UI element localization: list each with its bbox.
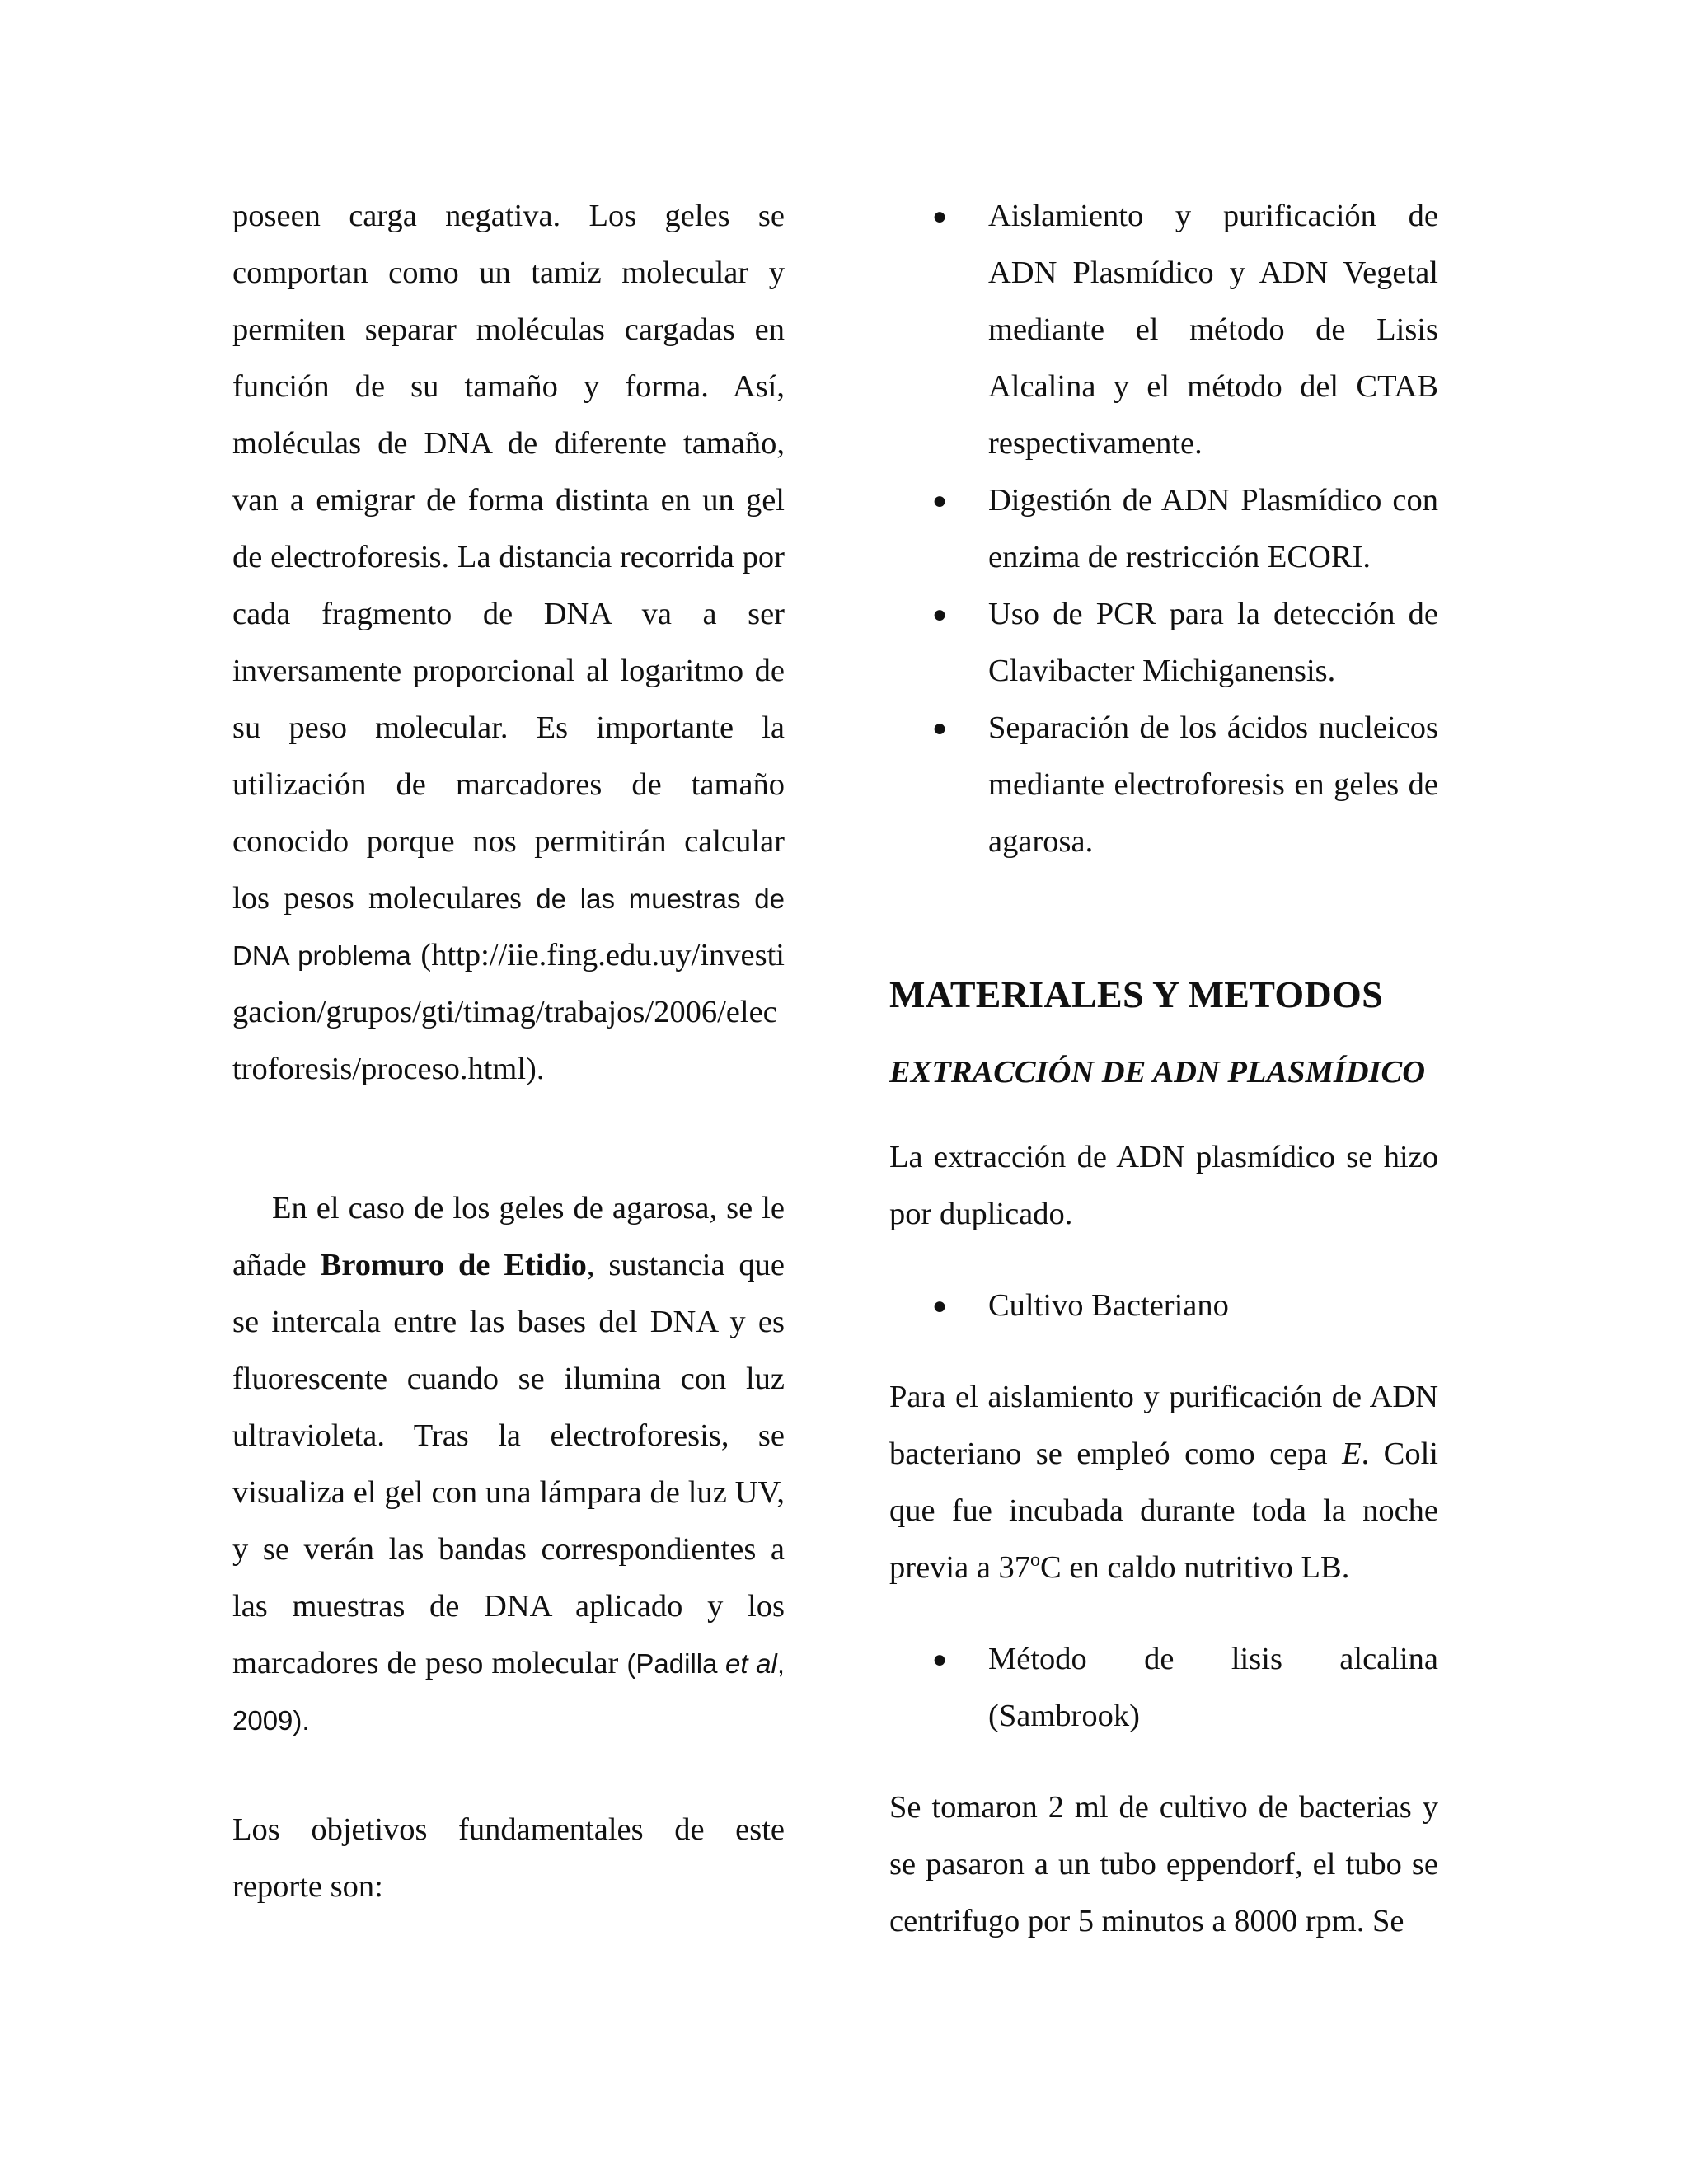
paragraph-bromuro <box>232 1180 785 1749</box>
paragraph-electroforesis <box>232 188 785 1098</box>
list-item <box>889 1277 1438 1334</box>
list-item-text: Digestión de ADN Plasmídico con enzima de restricción ECORI. <box>988 483 1438 574</box>
left-column <box>232 188 785 1915</box>
bullet-icon: ● <box>932 1292 948 1319</box>
list-item-text: Uso de PCR para la detección de Clavibacter Michiganensis. <box>988 597 1438 688</box>
section-title: MATERIALES Y METODOS <box>889 973 1383 1015</box>
paragraph-text: , sustancia que se intercala entre las bases del DNA y es fluorescente cuando se ilumina con luz ultravioleta. Tras la electroforesis, se visualiza el gel con una lámpara de luz UV, y se verán las bandas correspondientes a las muestras de DNA aplicado y los marcadores de peso molecular <box>232 1248 785 1680</box>
list-item <box>889 188 1438 472</box>
paragraph-text: . Coli que fue incubada durante toda la noche previa a 37 <box>889 1436 1438 1585</box>
metodo-list <box>889 1631 1438 1745</box>
species-initial: E <box>1342 1436 1362 1471</box>
degree-sup: o <box>1030 1549 1041 1572</box>
paragraph-text: C en caldo nutritivo LB. <box>1040 1550 1350 1585</box>
paragraph-objetivos: Los objetivos fundamentales de este reporte son: <box>232 1812 785 1904</box>
bullet-icon: ● <box>932 715 948 742</box>
paragraph-text: Para el aislamiento y purificación de ADN bacteriano se empleó como cepa <box>889 1380 1438 1471</box>
bold-term: Bromuro de Etidio <box>320 1248 587 1282</box>
bullet-icon: ● <box>932 487 948 514</box>
citation-author: (Padilla <box>626 1648 726 1679</box>
list-item-text: Método de lisis alcalina (Sambrook) <box>988 1642 1438 1733</box>
right-column <box>889 188 1438 1950</box>
list-item-text: Aislamiento y purificación de ADN Plasmídico y ADN Vegetal mediante el método de Lisis Alcalina y el método del CTAB respectivamente. <box>988 199 1438 461</box>
list-item-text: Separación de los ácidos nucleicos mediante electroforesis en geles de agarosa. <box>988 710 1438 859</box>
paragraph-metodo: Se tomaron 2 ml de cultivo de bacterias y se pasaron a un tubo eppendorf, el tubo se centrifugo por 5 minutos a 8000 rpm. Se <box>889 1790 1438 1938</box>
bullet-icon: ● <box>932 1646 948 1673</box>
list-item-text: Cultivo Bacteriano <box>988 1288 1229 1323</box>
bullet-icon: ● <box>932 203 948 230</box>
subsection-title: EXTRACCIÓN DE ADN PLASMÍDICO <box>889 1055 1426 1090</box>
list-item <box>889 472 1438 586</box>
list-item <box>889 586 1438 700</box>
bullet-icon: ● <box>932 601 948 628</box>
cultivo-list <box>889 1277 1438 1334</box>
reference-url: (http://iie.fing.edu.uy/investigacion/grupos/gti/timag/trabajos/2006/electroforesis/proceso.html). <box>232 938 785 1086</box>
paragraph-text: En el caso de los geles de agarosa, se le añade <box>232 1191 785 1282</box>
paragraph-text: poseen carga negativa. Los geles se comportan como un tamiz molecular y permiten separar moléculas cargadas en función de su tamaño y forma. Así, moléculas de DNA de diferente tamaño, van a emigrar de forma distinta en un gel de electroforesis. La distancia recorrida por cada fragmento de DNA va a ser inversamente proporcional al logaritmo de su peso molecular. Es importante la utilización de marcadores de tamaño conocido porque nos permitirán calcular los pesos moleculares <box>232 199 785 916</box>
paragraph-cultivo <box>889 1369 1438 1596</box>
citation-etal: et al <box>725 1648 777 1679</box>
list-item <box>889 700 1438 870</box>
objectives-list <box>889 188 1438 870</box>
list-item <box>889 1631 1438 1745</box>
paragraph-sans-text: de las muestras de DNA problema <box>232 883 785 971</box>
paragraph-intro: La extracción de ADN plasmídico se hizo por duplicado. <box>889 1140 1438 1231</box>
citation-year: , 2009). <box>232 1648 785 1736</box>
